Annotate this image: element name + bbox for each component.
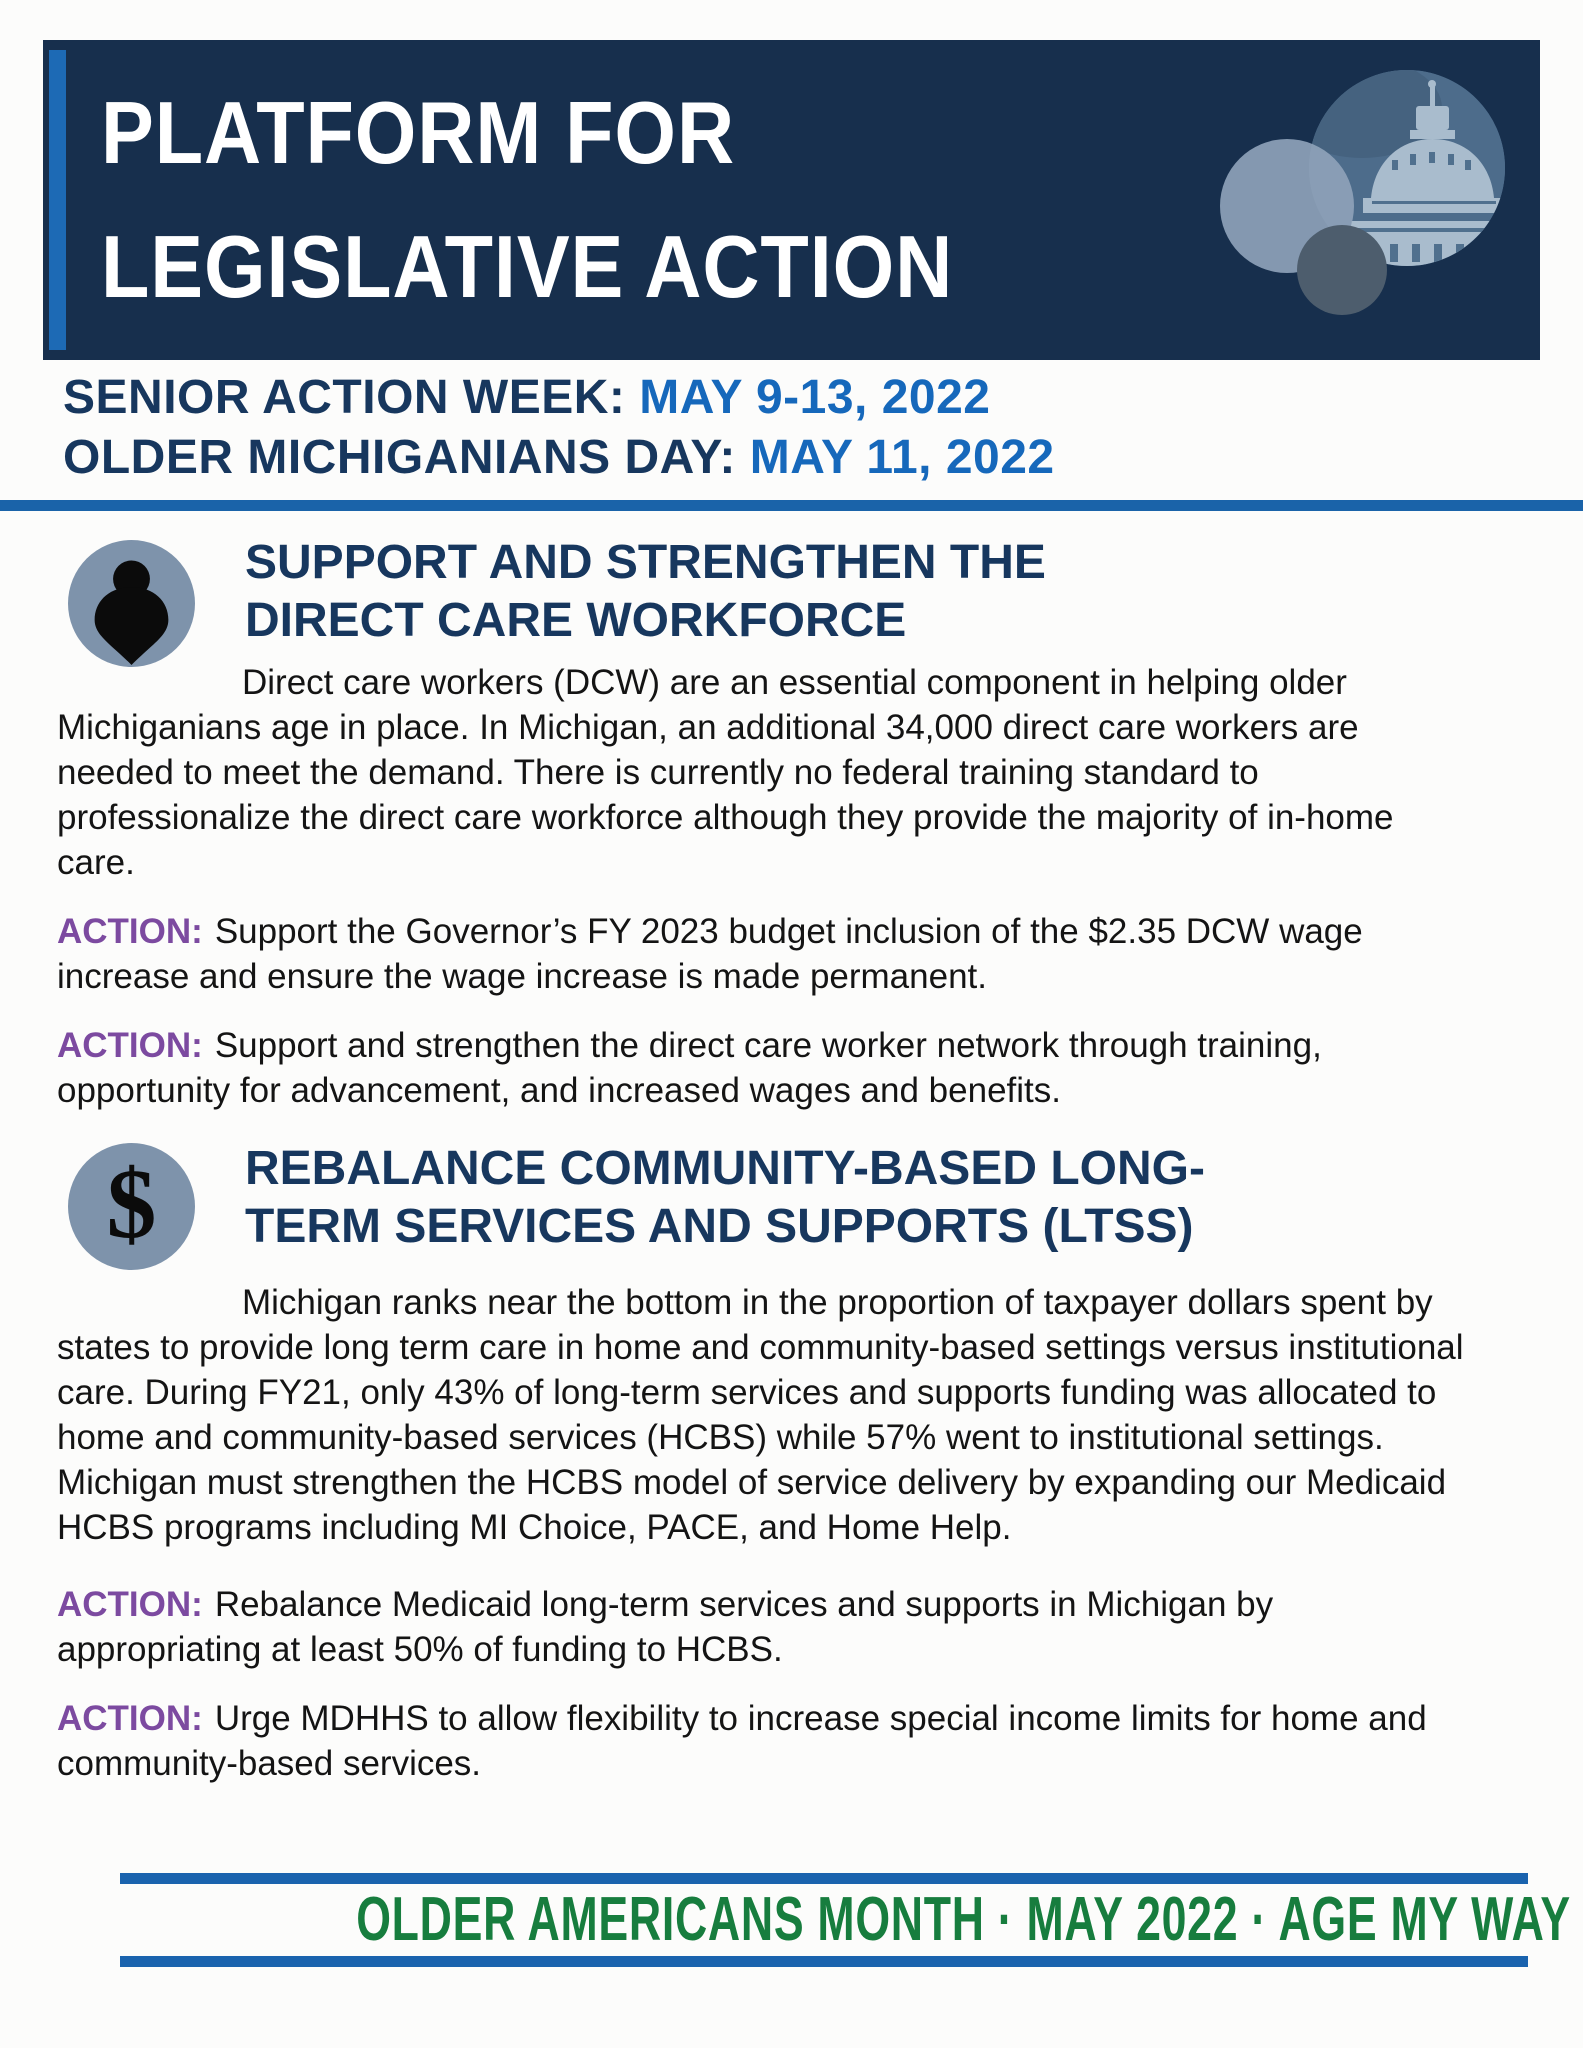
dark-deco-circle (1297, 225, 1387, 315)
section2-text (57, 1280, 1477, 1810)
header-banner (43, 40, 1540, 360)
section2-action-2 (57, 1696, 1477, 1786)
action-label: ACTION: (57, 1699, 203, 1738)
page-title-line2: LEGISLATIVE ACTION (101, 217, 954, 316)
page-title-line1: PLATFORM FOR (101, 83, 736, 182)
person-icon (68, 540, 195, 667)
section2-heading-line2: TERM SERVICES AND SUPPORTS (LTSS) (245, 1200, 1194, 1253)
section1-action-2 (57, 1023, 1477, 1113)
dollar-icon (68, 1143, 195, 1270)
section1-action-1 (57, 909, 1477, 999)
footer-banner (120, 1884, 1571, 1955)
action-label: ACTION: (57, 912, 203, 951)
older-michiganians-day-label: OLDER MICHIGANIANS DAY: (63, 431, 736, 484)
section2-action-1 (57, 1582, 1477, 1672)
capitol-dome-graphic (1202, 48, 1522, 348)
section2-body: Michigan ranks near the bottom in the proportion of taxpayer dollars spent by states to provide long term care in home and community-based settings versus institutional care. During FY21, only 43% of long-term services and supports funding was allocated to home and community-based services (HCBS) while 57% went to institutional settings. Michigan must strengthen the HCBS model of service delivery by expanding our Medicaid HCBS programs including MI Choice, PACE, and Home Help. (57, 1283, 1464, 1547)
section1-body: Direct care workers (DCW) are an essential component in helping older Michiganians age in place. In Michigan, an additional 34,000 direct care workers are needed to meet the demand. There is currently no federal training standard to professionalize the direct care workforce although they provide the majority of in-home care. (57, 663, 1394, 882)
section-heading-ltss (245, 1140, 1505, 1256)
footer-top-line (120, 1873, 1528, 1884)
section-heading-direct-care (245, 534, 1505, 650)
section1-heading-line2: DIRECT CARE WORKFORCE (245, 594, 907, 647)
action-label: ACTION: (57, 1026, 203, 1065)
action-text: Support the Governor’s FY 2023 budget inclusion of the $2.35 DCW wage increase and ensure the wage increase is made permanent. (57, 912, 1363, 996)
dollar-glyph: $ (106, 1147, 157, 1259)
page-title (101, 66, 953, 334)
action-text: Urge MDHHS to allow flexibility to increase special income limits for home and community-based services. (57, 1699, 1427, 1783)
action-text: Support and strengthen the direct care worker network through training, opportunity for advancement, and increased wages and benefits. (57, 1026, 1322, 1110)
person-icon-circle (68, 540, 195, 667)
senior-action-week-label: SENIOR ACTION WEEK: (63, 371, 626, 424)
footer-bottom-line (120, 1956, 1528, 1967)
section1-text (57, 660, 1477, 1137)
action-label: ACTION: (57, 1585, 203, 1624)
older-michiganians-day-date: MAY 11, 2022 (749, 431, 1055, 484)
senior-action-week-line (63, 368, 1463, 428)
event-dates (63, 368, 1463, 488)
header-accent-bar (49, 50, 66, 350)
action-text: Rebalance Medicaid long-term services and supports in Michigan by appropriating at least 50% of funding to HCBS. (57, 1585, 1274, 1669)
older-americans-month-text: OLDER AMERICANS MONTH · MAY 2022 · AGE MY WAY (356, 1885, 1571, 1954)
section1-heading-line1: SUPPORT AND STRENGTHEN THE (245, 536, 1046, 589)
senior-action-week-date: MAY 9-13, 2022 (639, 371, 991, 424)
older-michiganians-day-line (63, 428, 1463, 488)
dollar-icon-circle (68, 1143, 195, 1270)
section2-heading-line1: REBALANCE COMMUNITY-BASED LONG- (245, 1142, 1205, 1195)
section-divider-line (0, 500, 1583, 511)
